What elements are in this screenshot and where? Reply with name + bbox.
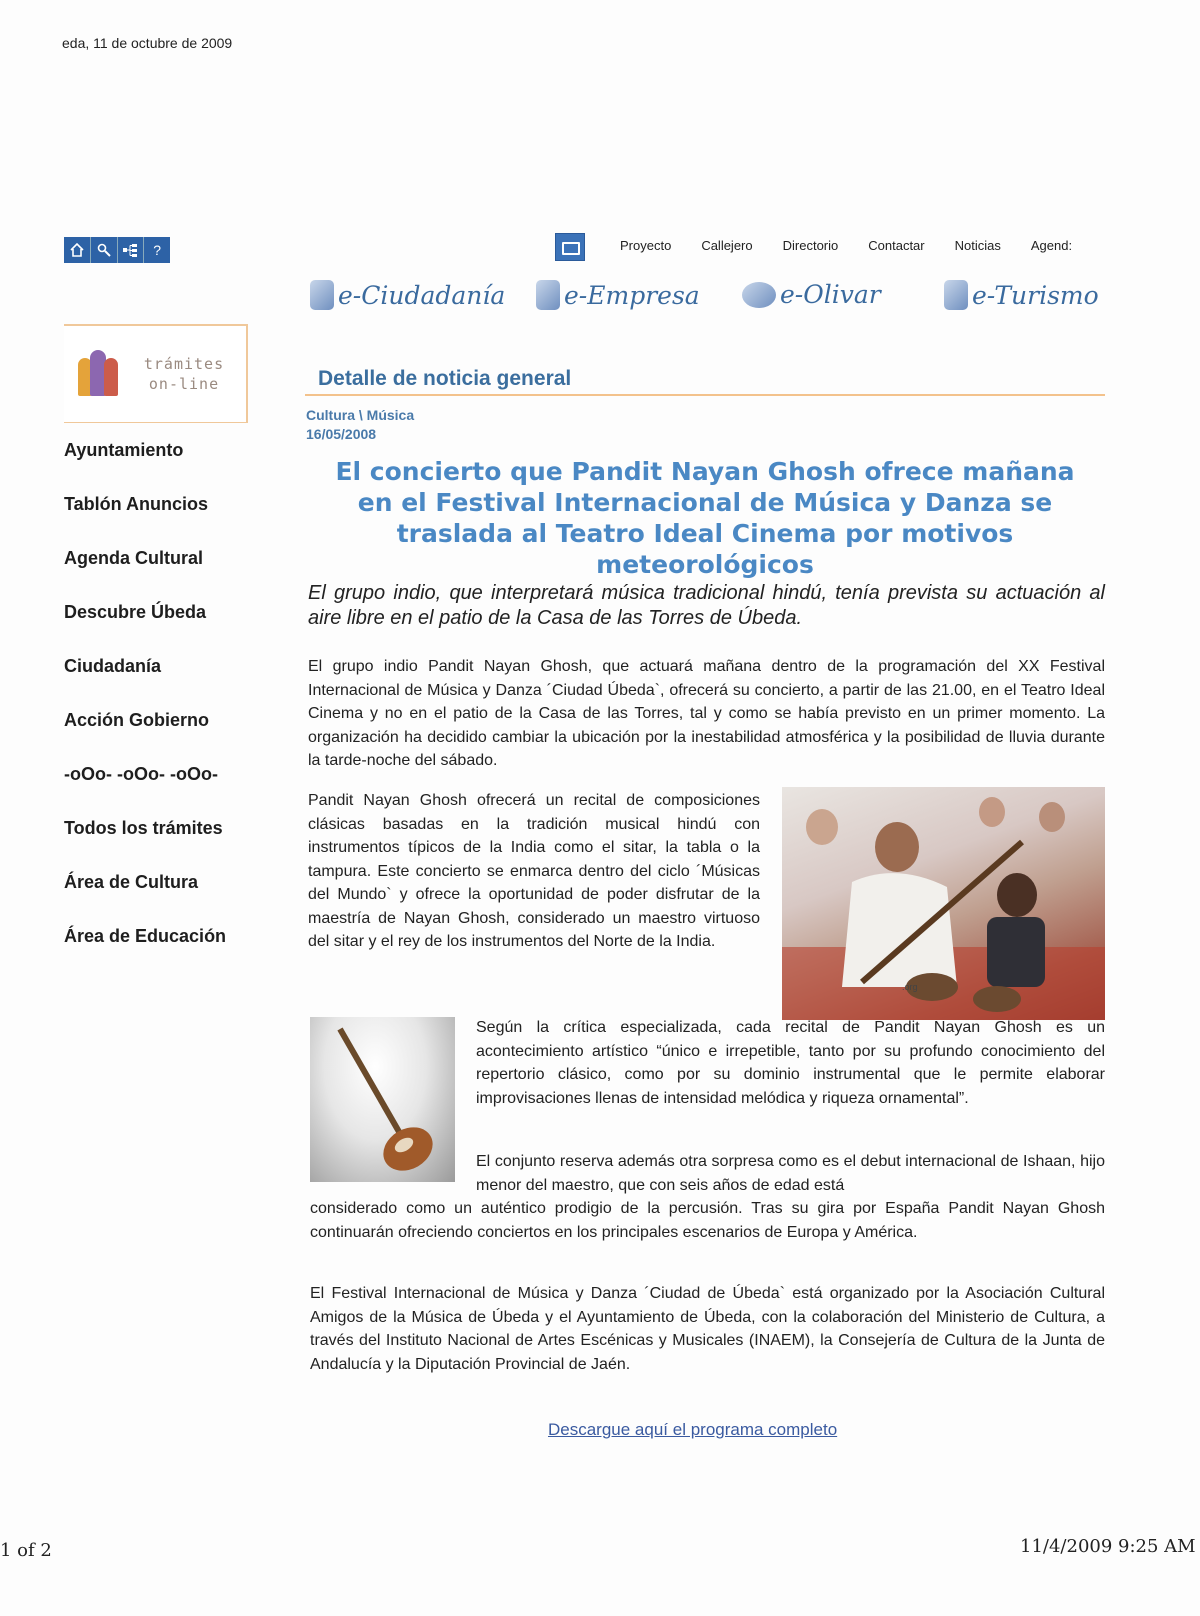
article-meta (306, 406, 414, 444)
print-timestamp: 11/4/2009 9:25 AM (1020, 1536, 1196, 1557)
headline-line: El concierto que Pandit Nayan Ghosh ofrece mañana (335, 457, 1075, 486)
title-divider (305, 394, 1105, 396)
citizen-icon (310, 280, 334, 310)
sidebar-nav (64, 440, 226, 980)
paragraph-4-part-2: considerado como un auténtico prodigio de la percusión. Tras su gira por España Pandit Nayan Ghosh continuarán ofreciendo conciertos en los principales escenarios de Europa y América. (310, 1200, 1105, 1241)
sidebar-item-area-educacion[interactable]: Área de Educación (64, 926, 227, 946)
sidebar-separator: -oOo- -oOo- -oOo- (64, 764, 218, 784)
nav-proyecto[interactable]: Proyecto (620, 238, 672, 253)
help-button[interactable]: ? (153, 242, 162, 258)
headline-line: en el Festival Internacional de Música y Danza se (357, 488, 1053, 517)
nav-agenda[interactable]: Agend: (1030, 238, 1073, 253)
section-label: e-Turismo (972, 280, 1099, 310)
sidebar-item-tablon-anuncios[interactable]: Tablón Anuncios (64, 494, 208, 514)
article-category: Cultura \ Música (306, 407, 415, 423)
nav-directorio[interactable]: Directorio (782, 238, 839, 253)
printer-icon[interactable] (555, 233, 585, 261)
paragraph-5: El Festival Internacional de Música y Danza ´Ciudad de Úbeda` está organizado por la Asociación Cultural Amigos de la Música de Úbeda y el Ayuntamiento de Úbeda, con la colaboración del Ministerio de Cultura, a través del Instituto Nacional de Artes Escénicas y Musicales (INAEM), la Consejería de Cultura de la Junta de Andalucía y la Diputación Provincial de Jaén. (310, 1285, 1105, 1373)
nav-callejero[interactable]: Callejero (701, 238, 753, 253)
sidebar-item-agenda-cultural[interactable]: Agenda Cultural (64, 548, 204, 568)
sitar-photo (310, 1017, 455, 1182)
section-links (310, 280, 1110, 320)
tourism-icon (944, 280, 968, 310)
olive-icon (742, 282, 776, 308)
headline-line: traslada al Teatro Ideal Cinema por motivos (396, 519, 1014, 548)
sidebar-item-ayuntamiento[interactable]: Ayuntamiento (64, 440, 184, 460)
paragraph-1: El grupo indio Pandit Nayan Ghosh, que actuará mañana dentro de la programación del XX Festival Internacional de Música y Danza ´Ciudad Úbeda`, ofrecerá su concierto, a partir de las 21.00, en el Teatro Ideal Cinema y no en el patio de la Casa de las Torres, tal y como se había previsto en un primer momento. La organización ha decidido cambiar la ubicación por la inestabilidad atmosférica y la posibilidad de lluvia durante la tarde-noche del sábado. (308, 658, 1105, 769)
download-program-link[interactable]: Descargue aquí el programa completo (548, 1420, 838, 1439)
tramites-online-banner[interactable] (64, 324, 248, 423)
page-count: 1 of 2 (0, 1540, 52, 1561)
section-label: e-Olivar (780, 280, 881, 309)
article-lead: El grupo indio, que interpretará música tradicional hindú, tenía prevista su actuación al aire libre en el patio de la Casa de las Torres de Úbeda. (308, 582, 1105, 629)
sidebar-item-accion-gobierno[interactable]: Acción Gobierno (64, 710, 210, 730)
nav-contactar[interactable]: Contactar (868, 238, 925, 253)
sidebar-item-descubre-ubeda[interactable]: Descubre Úbeda (64, 602, 207, 622)
section-e-empresa[interactable] (536, 280, 700, 310)
home-icon[interactable] (64, 237, 91, 263)
section-e-olivar[interactable] (742, 280, 881, 309)
tramites-label: trámites on-line (143, 355, 225, 393)
section-e-ciudadania[interactable] (310, 280, 505, 310)
paragraph-2: Pandit Nayan Ghosh ofrecerá un recital de composiciones clásicas basadas en la tradición musical hindú con instrumentos típicos de la India como el sitar, la tabla o la tampura. Este concierto se enmarca dentro del ciclo ´Músicas del Mundo` y ofrece la oportunidad de poder disfrutar de la maestría de Nayan Ghosh, considerado un maestro virtuoso del sitar y el rey de los instrumentos del Norte de la India. (308, 792, 760, 950)
people-icon (78, 350, 118, 396)
sidebar-item-todos-tramites[interactable]: Todos los trámites (64, 818, 223, 838)
paragraph-3: Según la crítica especializada, cada recital de Pandit Nayan Ghosh es un acontecimiento artístico “único e irrepetible, tanto por su profundo conocimiento del repertorio clásico, como por su dominio instrumental que le permite elaborar improvisaciones llenas de intensidad melódica y riqueza ornamental”. (476, 1019, 1105, 1107)
print-date: eda, 11 de octubre de 2009 (62, 35, 233, 51)
sidebar-item-ciudadania[interactable]: Ciudadanía (64, 656, 162, 676)
nav-noticias[interactable]: Noticias (954, 238, 1001, 253)
search-icon[interactable] (91, 237, 118, 263)
section-label: e-Empresa (564, 280, 700, 310)
section-title: Detalle de noticia general (318, 367, 572, 390)
article-date: 16/05/2008 (306, 426, 377, 442)
headline-line: meteorológicos (596, 550, 814, 579)
photo-watermark: .org (902, 982, 918, 992)
top-navigation (620, 238, 1105, 253)
concert-photo (782, 787, 1105, 1020)
business-icon (536, 280, 560, 310)
sidebar-item-area-cultura[interactable]: Área de Cultura (64, 872, 199, 892)
article-headline (305, 456, 1105, 580)
section-e-turismo[interactable] (944, 280, 1099, 310)
sitemap-icon[interactable] (118, 237, 145, 263)
paragraph-4-part-1: El conjunto reserva además otra sorpresa como es el debut internacional de Ishaan, hijo menor del maestro, que con seis años de edad está (476, 1153, 1105, 1194)
utility-toolbar (64, 237, 170, 263)
section-label: e-Ciudadanía (338, 280, 506, 310)
